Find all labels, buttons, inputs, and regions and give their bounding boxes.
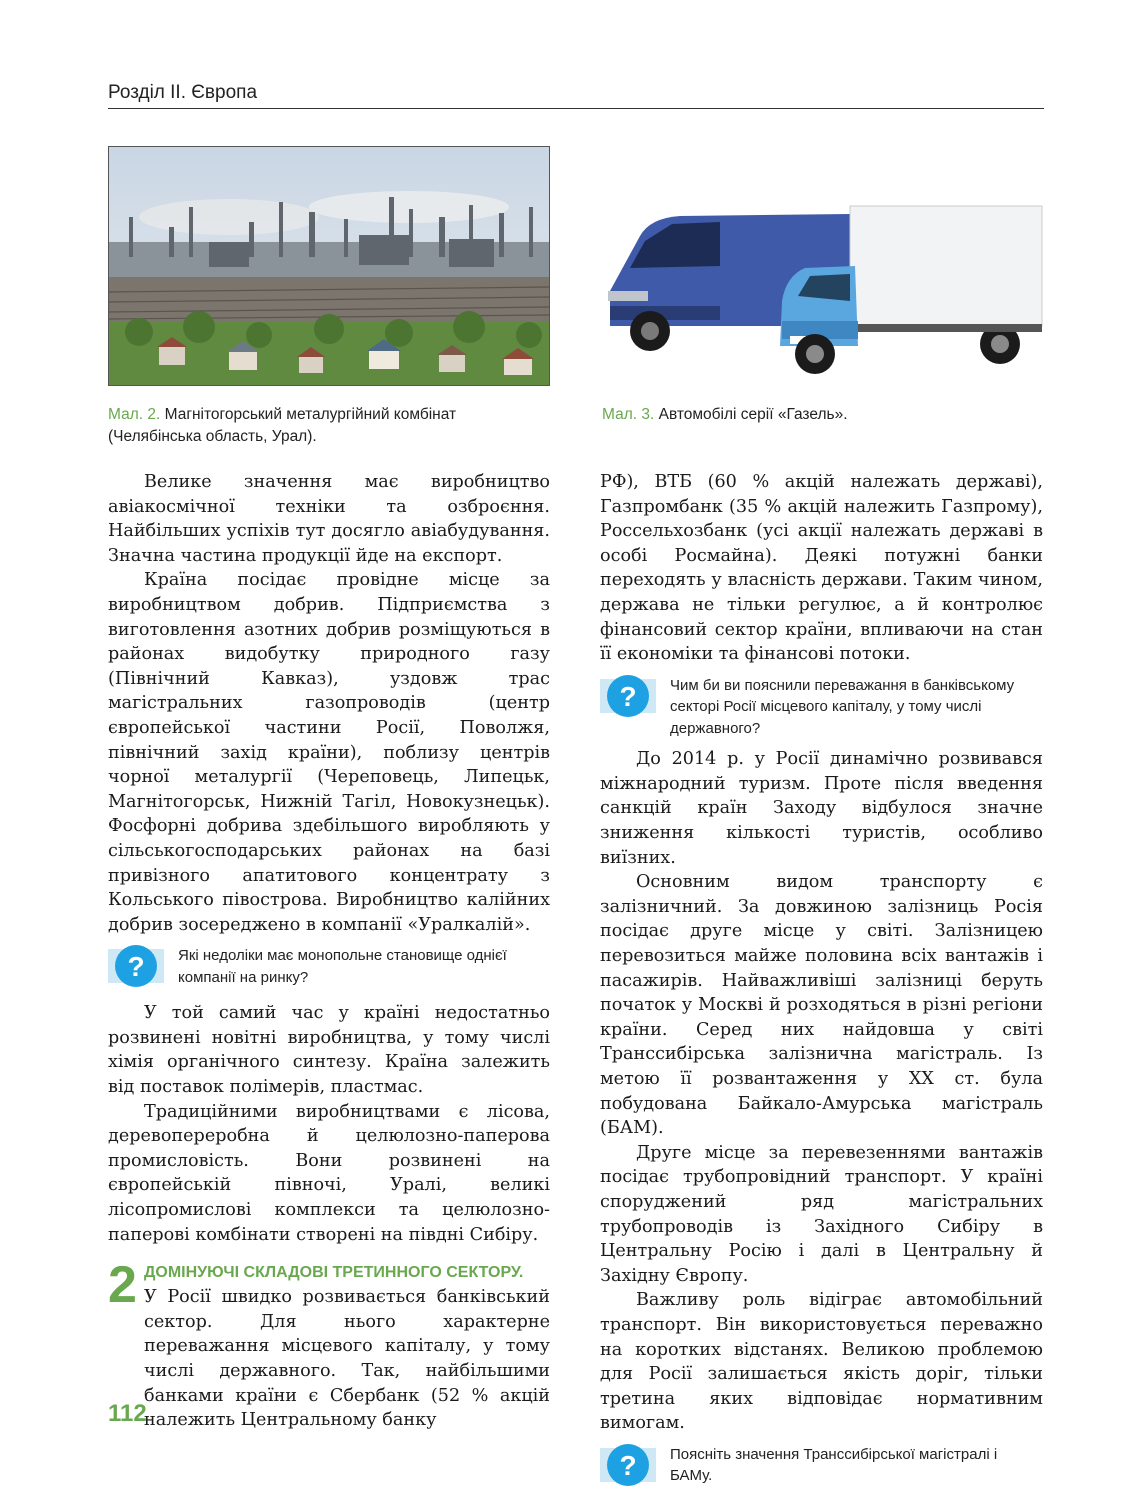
section-title: ДОМІНУЮЧІ СКЛАДОВІ ТРЕТИННОГО СЕКТОРУ. <box>144 1264 524 1282</box>
question-text: Які недоліки має монопольне становище однієї компанії на ринку? <box>178 947 507 986</box>
figure-3-label: Мал. 3. <box>602 406 655 423</box>
steel-plant-illustration <box>109 147 550 386</box>
paragraph-road-transport: Важливу роль відіграє автомобільний транспорт. Він використовується переважно на коротких відстанях. Великою проблемою для Росії залишається якість доріг, тільки третина яких відповідає нормативним вимогам. <box>600 1290 1043 1434</box>
question-text: Чим би ви пояснили переважання в банківському секторі Росії місцевого капіталу, у тому числі державного? <box>670 676 1015 737</box>
paragraph-tourism: До 2014 р. у Росії динамічно розвивався міжнародний туризм. Проте після введення санкцій країн Заходу відбулося значне зниження кількості туристів, особливо виїзних. <box>600 749 1043 868</box>
figure-2-caption <box>108 404 550 448</box>
page-number: 112 <box>108 1400 147 1427</box>
paragraph-railways: Основним видом транспорту є залізничний. За довжиною залізниць Росія посідає друге місце у світі. Залізницею перевозиться майже половина всіх вантажів і пасажирів. Найважливіші залізниці беруть початок у Москві й розходяться в різні регіони країни. Серед них найдовша у світі Транссибірська залізнична магістраль. Із метою її розвантаження у ХХ ст. була побудована Байкало-Амурська магістраль (БАМ). <box>600 872 1043 1139</box>
svg-text:?: ? <box>127 951 145 983</box>
svg-text:?: ? <box>619 680 637 712</box>
figure-gazelle-vans-photo <box>600 196 1046 382</box>
question-box-banking <box>600 673 1043 740</box>
figure-2-label: Мал. 2. <box>108 406 161 423</box>
section-tertiary <box>108 1256 550 1433</box>
figure-3-text: Автомобілі серії «Газель». <box>658 406 848 423</box>
figure-steel-plant-photo <box>108 146 550 386</box>
paragraph-new-industries: У той самий час у країні недостатньо розвинені новітні виробництва, у тому числі хімія органічного синтезу. Країна залежить від поставок полімерів, пластмас. <box>108 1003 550 1098</box>
question-mark-icon <box>108 943 164 989</box>
question-text: Поясніть значення Транссибірської магістралі і БАМу. <box>670 1445 998 1485</box>
paragraph-aerospace: Велике значення має виробництво авіакосмічної техніки та озброєння. Найбільших успіхів тут досягло авіабудування. Значна частина продукції йде на експорт. <box>108 472 550 566</box>
right-text-column <box>600 470 1043 1500</box>
gazelle-vans-illustration <box>600 196 1046 382</box>
paragraph-banking: У Росії швидко розвивається банківський сектор. Для нього характерне переважання місцевого капіталу, у тому числі державного. Так, найбільшими банками країни є Сбербанк (52 % акцій належить Центральному банку <box>144 1287 550 1431</box>
paragraph-forestry: Традиційними виробництвами є лісова, деревопереробна й целюлозно-паперова промисловість. Вони розвинені на європейській півночі, Уралі, великі лісопромислові комплекси та целюлозно-паперові комбінати створені на півдні Сибіру. <box>108 1101 550 1245</box>
page-header <box>108 80 1044 109</box>
question-box-monopoly <box>108 943 550 993</box>
paragraph-banks-continued: РФ), ВТБ (60 % акцій належать державі), Газпромбанк (35 % акцій належить Газпрому), Россельхозбанк (усі акції належать державі в особі Росмайна). Деякі потужні банки переходять у власність держави. Таким чином, держава не тільки регулює, а й контролює фінансовий сектор країни, впливаючи на стан її економіки та фінансові потоки. <box>600 472 1043 665</box>
svg-text:?: ? <box>619 1449 637 1481</box>
figure-3-caption <box>602 404 1042 426</box>
chapter-title: Розділ ІІ. Європа <box>108 82 258 103</box>
figure-2-text: Магнітогорський металургійний комбінат (Челябінська область, Урал). <box>108 406 457 445</box>
question-mark-icon <box>600 1442 656 1488</box>
question-mark-icon <box>600 673 656 719</box>
question-box-transsib <box>600 1442 1043 1492</box>
paragraph-pipelines: Друге місце за перевезеннями вантажів посідає трубопровідний транспорт. У країні споруджений ряд магістральних трубопроводів із Західного Сибіру в Центральну Росію і далі в Центральну й Західну Європу. <box>600 1142 1043 1286</box>
paragraph-fertilizers: Країна посідає провідне місце за виробництвом добрив. Підприємства з виготовлення азотних добрив розміщуються в районах видобутку природного газу (Північний Кавказ), уздовж трас магістральних газопроводів (центр європейської частини Росії, Поволжя, північний захід країни), поблизу центрів чорної металургії (Череповець, Липецьк, Магнітогорськ, Нижній Тагіл, Новокузнецьк). Фосфорні добрива здебільшого виробляють у сільськогосподарських районах на базі привізного апатитового концентрату з Кольського півострова. Виробництво калійних добрив зосереджено в компанії «Уралкалій». <box>108 570 550 935</box>
section-number: 2 <box>108 1256 137 1315</box>
left-text-column <box>108 470 550 1433</box>
